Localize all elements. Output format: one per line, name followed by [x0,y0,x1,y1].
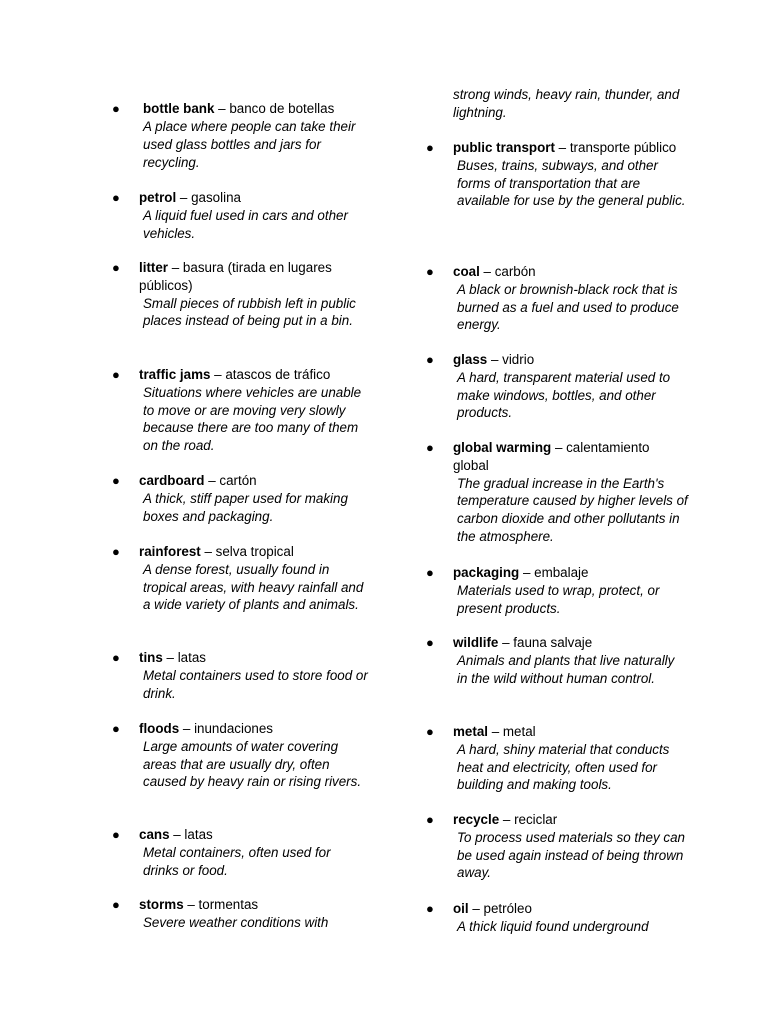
bullet-icon: ● [426,901,434,916]
entry-definition: Situations where vehicles are unable to move or are moving very slowly because there are too many of them on the road. [143,384,362,454]
entry-body [139,896,368,932]
entry-body [453,564,688,617]
entry-definition: Large amounts of water covering areas that are usually dry, often caused by heavy rain or rising rivers. [143,738,362,790]
entry-translation: basura (tirada en lugares públicos) [139,260,332,293]
entry-separator: – [183,897,199,912]
entry-translation: inundaciones [194,721,273,736]
entry-separator: – [498,635,514,650]
entry-translation: embalaje [534,565,589,580]
entry-term: oil [453,901,469,916]
entry-separator: – [468,901,484,916]
entry-definition: A thick, stiff paper used for making boxes and packaging. [143,490,348,524]
entry-translation: calentamiento global [453,440,650,473]
entry-definition: The gradual increase in the Earth's temperature caused by higher levels of carbon dioxide and other pollutants in the atmosphere. [457,475,688,544]
entry-definition: A hard, transparent material used to make windows, bottles, and other products. [457,369,671,421]
entry-term: petrol [139,190,177,205]
entry-translation: latas [177,650,206,665]
entry-separator: – [554,140,570,155]
entry-separator: – [169,827,185,842]
entry-body [453,263,688,334]
entry-term: rainforest [139,544,201,559]
entry-separator: – [204,473,220,488]
bullet-icon: ● [426,565,434,580]
entry-separator: – [487,724,503,739]
entry-body [139,259,368,330]
entry-translation: latas [184,827,213,842]
entry-definition: A dense forest, usually found in tropical areas, with heavy rainfall and a wide variety of plants and animals. [143,561,364,613]
bullet-icon: ● [426,264,434,279]
entry-term: recycle [453,812,500,827]
bullet-icon: ● [112,897,120,912]
entry-body [453,900,688,936]
entry-term: storms [139,897,184,912]
bullet-icon: ● [112,721,120,736]
entry-term: glass [453,352,488,367]
entry-separator: – [210,367,226,382]
entry-body [139,118,368,171]
entry-term: wildlife [453,635,499,650]
entry-definition: A place where people can take their used glass bottles and jars for recycling. [143,119,356,170]
entry-definition: Buses, trains, subways, and other forms of transportation that are available for use by the general public. [457,157,686,209]
entry-body [139,649,368,702]
entry-body [139,543,368,614]
entry-definition: Animals and plants that live naturally in the wild without human control. [457,652,675,686]
entry-term: cans [139,827,170,842]
bullet-icon: ● [426,724,434,739]
entry-body [453,723,688,794]
entry-body [139,472,368,525]
entry-translation: petróleo [483,901,532,916]
entry-term: litter [139,260,169,275]
entry-translation: fauna salvaje [513,635,593,650]
entry-definition: Metal containers, often used for drinks or food. [143,844,331,878]
entry-translation: selva tropical [215,544,294,559]
bullet-icon: ● [112,260,120,275]
bullet-icon: ● [426,352,434,367]
entry-definition: Metal containers used to store food or drink. [143,667,368,701]
entry-definition: A black or brownish-black rock that is burned as a fuel and used to produce energy. [457,281,679,333]
entry-body [453,634,688,687]
entry-body [139,189,368,242]
entry-separator: – [176,190,192,205]
entry-separator: – [551,440,567,455]
bullet-icon: ● [426,140,434,155]
bullet-icon: ● [112,367,120,382]
entry-translation: atascos de tráfico [225,367,331,382]
entry-body [139,826,368,879]
entry-translation: metal [502,724,536,739]
bullet-icon: ● [112,827,120,842]
entry-separator: – [214,101,230,116]
entry-translation: cartón [219,473,257,488]
bullet-icon: ● [426,635,434,650]
bullet-icon: ● [112,190,120,205]
entry-translation: carbón [494,264,536,279]
entry-body [453,351,688,422]
bullet-icon: ● [112,650,120,665]
entry-term: tins [139,650,163,665]
entry-term: cardboard [139,473,205,488]
entry-translation: transporte público [569,140,677,155]
entry-separator: – [499,812,515,827]
entry-term: floods [139,721,180,736]
entry-definition: Small pieces of rubbish left in public places instead of being put in a bin. [143,295,356,329]
entry-term: coal [453,264,480,279]
entry-definition: A hard, shiny material that conducts heat and electricity, often used for building and making tools. [457,741,670,793]
entry-separator: – [179,721,195,736]
entry-translation: vidrio [502,352,535,367]
entry-definition-continued: strong winds, heavy rain, thunder, and lightning. [453,87,680,120]
entry-term: traffic jams [139,367,211,382]
entry-translation: tormentas [198,897,259,912]
entry-term: metal [453,724,488,739]
bullet-icon: ● [426,812,434,827]
entry-body [139,366,368,455]
entry-body [143,100,368,118]
entry-separator: – [162,650,178,665]
entry-term: packaging [453,565,520,580]
entry-body [453,439,688,546]
entry-definition: A liquid fuel used in cars and other vehicles. [143,207,348,241]
entry-term: public transport [453,140,555,155]
entry-separator: – [487,352,503,367]
entry-body [453,811,688,882]
bullet-icon: ● [426,440,434,455]
entry-translation: reciclar [514,812,558,827]
entry-definition: To process used materials so they can be used again instead of being thrown away. [457,829,686,881]
entry-separator: – [200,544,216,559]
entry-term: bottle bank [143,101,215,116]
entry-term: global warming [453,440,552,455]
entry-separator: – [519,565,535,580]
entry-body [453,86,688,122]
bullet-icon: ● [112,544,120,559]
bullet-icon: ● [112,473,120,488]
entry-separator: – [479,264,495,279]
entry-translation: banco de botellas [229,101,335,116]
entry-separator: – [168,260,183,275]
entry-definition: Severe weather conditions with [143,914,329,930]
entry-translation: gasolina [191,190,241,205]
entry-definition: A thick liquid found underground [457,918,649,934]
entry-definition: Materials used to wrap, protect, or present products. [457,582,660,616]
entry-body [139,720,368,791]
entry-body [453,139,688,210]
bullet-icon: ● [112,101,120,116]
